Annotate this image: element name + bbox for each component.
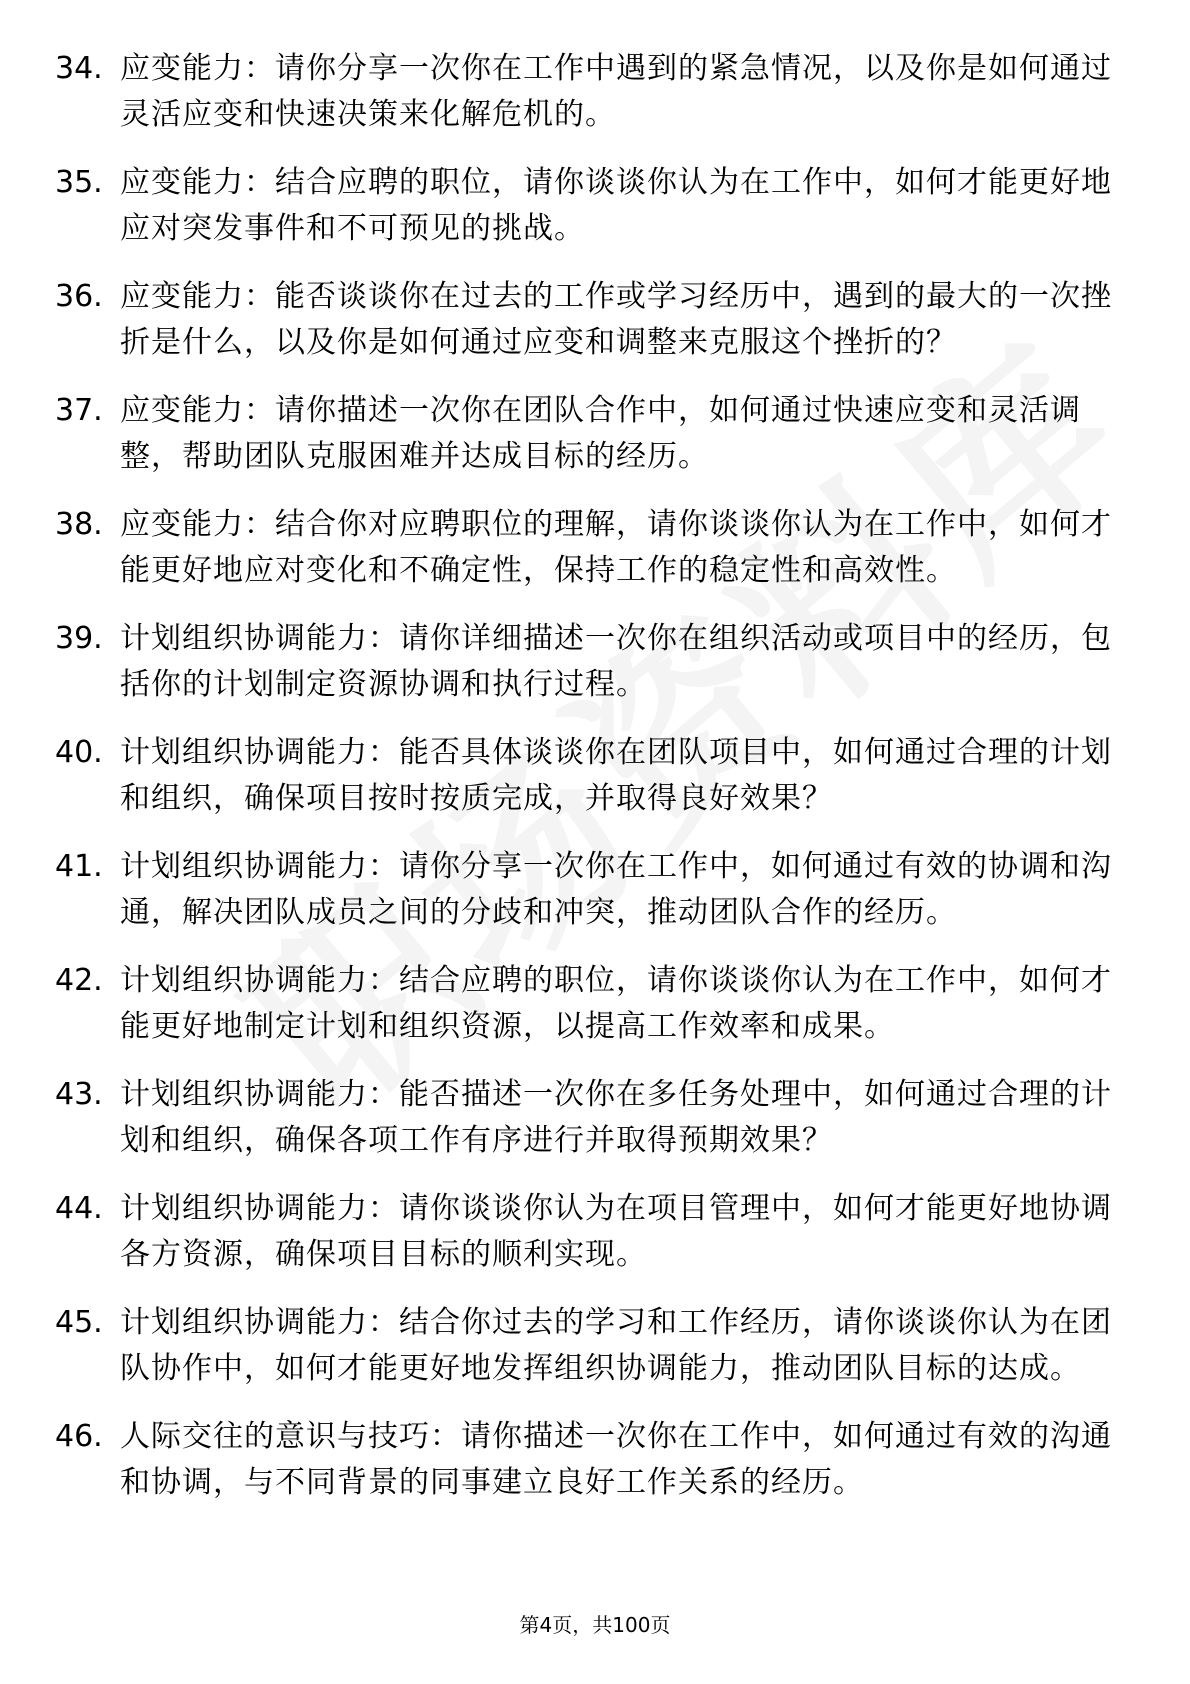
question-text: 应变能力：结合你对应聘职位的理解，请你谈谈你认为在工作中，如何才能更好地应对变化和不确定性，保持工作的稳定性和高效性。 xyxy=(120,507,1112,588)
question-item xyxy=(0,502,1190,594)
question-number: 36. xyxy=(55,279,103,314)
page-footer: 第4页，共100页 xyxy=(519,1613,671,1637)
question-text: 应变能力：请你分享一次你在工作中遇到的紧急情况，以及你是如何通过灵活应变和快速决策来化解危机的。 xyxy=(120,51,1112,132)
question-item xyxy=(0,46,1190,138)
question-text: 计划组织协调能力：请你分享一次你在工作中，如何通过有效的协调和沟通，解决团队成员之间的分歧和冲突，推动团队合作的经历。 xyxy=(120,849,1112,930)
question-text: 计划组织协调能力：能否具体谈谈你在团队项目中，如何通过合理的计划和组织，确保项目按时按质完成，并取得良好效果？ xyxy=(120,735,1112,816)
question-text: 人际交往的意识与技巧：请你描述一次你在工作中，如何通过有效的沟通和协调，与不同背景的同事建立良好工作关系的经历。 xyxy=(120,1419,1112,1500)
question-number: 40. xyxy=(55,735,103,770)
question-number: 46. xyxy=(55,1419,103,1454)
question-item xyxy=(0,1414,1190,1506)
question-list xyxy=(0,46,1190,1528)
question-number: 45. xyxy=(55,1305,103,1340)
question-text: 计划组织协调能力：请你谈谈你认为在项目管理中，如何才能更好地协调各方资源，确保项目目标的顺利实现。 xyxy=(120,1191,1112,1272)
question-item xyxy=(0,160,1190,252)
question-text: 计划组织协调能力：结合应聘的职位，请你谈谈你认为在工作中，如何才能更好地制定计划和组织资源，以提高工作效率和成果。 xyxy=(120,963,1112,1044)
question-number: 38. xyxy=(55,507,103,542)
question-number: 39. xyxy=(55,621,103,656)
question-text: 应变能力：能否谈谈你在过去的工作或学习经历中，遇到的最大的一次挫折是什么，以及你是如何通过应变和调整来克服这个挫折的？ xyxy=(120,279,1112,360)
question-item xyxy=(0,388,1190,480)
question-number: 42. xyxy=(55,963,103,998)
question-item xyxy=(0,274,1190,366)
question-number: 35. xyxy=(55,165,103,200)
question-item xyxy=(0,958,1190,1050)
question-number: 44. xyxy=(55,1191,103,1226)
question-text: 应变能力：请你描述一次你在团队合作中，如何通过快速应变和灵活调整，帮助团队克服困难并达成目标的经历。 xyxy=(120,393,1081,474)
question-number: 37. xyxy=(55,393,103,428)
question-number: 41. xyxy=(55,849,103,884)
question-number: 34. xyxy=(55,51,103,86)
question-item xyxy=(0,1186,1190,1278)
question-number: 43. xyxy=(55,1077,103,1112)
question-text: 应变能力：结合应聘的职位，请你谈谈你认为在工作中，如何才能更好地应对突发事件和不可预见的挑战。 xyxy=(120,165,1112,246)
question-item xyxy=(0,616,1190,708)
question-item xyxy=(0,1072,1190,1164)
question-item xyxy=(0,844,1190,936)
question-text: 计划组织协调能力：请你详细描述一次你在组织活动或项目中的经历，包括你的计划制定资源协调和执行过程。 xyxy=(120,621,1112,702)
question-text: 计划组织协调能力：能否描述一次你在多任务处理中，如何通过合理的计划和组织，确保各项工作有序进行并取得预期效果？ xyxy=(120,1077,1112,1158)
question-text: 计划组织协调能力：结合你过去的学习和工作经历，请你谈谈你认为在团队协作中，如何才能更好地发挥组织协调能力，推动团队目标的达成。 xyxy=(120,1305,1112,1386)
question-item xyxy=(0,1300,1190,1392)
question-item xyxy=(0,730,1190,822)
